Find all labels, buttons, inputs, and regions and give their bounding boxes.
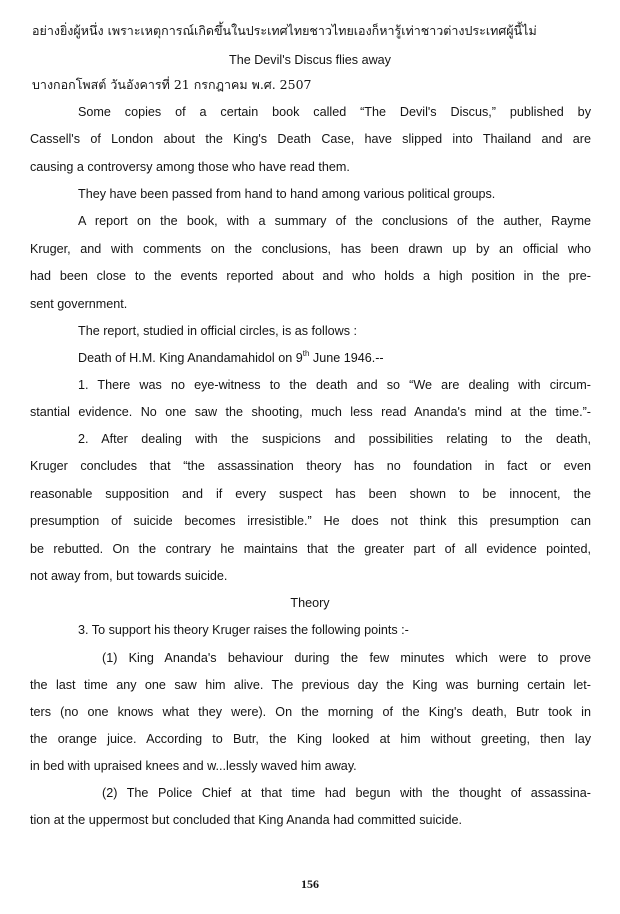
body-line: stantial evidence. No one saw the shooting, much less read Ananda's mind at the time.”-	[30, 405, 591, 419]
section-heading: Theory	[290, 596, 330, 610]
death-date-line	[78, 350, 384, 366]
body-line: They have been passed from hand to hand among various political groups.	[78, 187, 496, 201]
body-line: (2) The Police Chief at that time had begun with the thought of assassina-	[102, 786, 591, 800]
death-date-tail: June 1946.--	[309, 351, 384, 365]
body-line: not away from, but towards suicide.	[30, 569, 228, 583]
body-line: the last time any one saw him alive. The previous day the King was burning certain let-	[30, 678, 591, 692]
body-line: the orange juice. According to Butr, the King looked at him without greeting, then lay	[30, 732, 591, 746]
body-line: Cassell's of London about the King's Death Case, have slipped into Thailand and are	[30, 132, 591, 146]
body-line: The report, studied in official circles, is as follows :	[78, 324, 358, 338]
body-line: ters (no one knows what they were). On the morning of the King's death, Butr took in	[30, 705, 591, 719]
body-line: Kruger, and with comments on the conclusions, has been drawn up by an official who	[30, 242, 591, 256]
body-line: Some copies of a certain book called “The Devil's Discus,” published by	[78, 105, 591, 119]
body-line: reasonable supposition and if every suspect has been shown to be innocent, the	[30, 487, 591, 501]
thai-header-line: อย่างยิ่งผู้หนึ่ง เพราะเหตุการณ์เกิดขึ้นในประเทศไทยชาวไทยเองก็หารู้เท่าชาวต่างประเทศผู้นี้ไม่	[32, 23, 537, 38]
body-line: in bed with upraised knees and w...lessly waved him away.	[30, 759, 357, 773]
body-line: had been close to the events reported about and who holds a high position in the pre-	[30, 269, 591, 283]
body-line: Kruger concludes that “the assassination theory has no foundation in fact or even	[30, 459, 591, 473]
body-line: sent government.	[30, 297, 128, 311]
body-line: A report on the book, with a summary of the conclusions of the auther, Rayme	[78, 214, 591, 228]
ordinal-suffix: th	[302, 348, 310, 358]
body-line: 1. There was no eye-witness to the death and so “We are dealing with circum-	[78, 378, 591, 392]
dateline: บางกอกโพสต์ วันอังคารที่ 21 กรกฎาคม พ.ศ. 2507	[32, 77, 312, 92]
body-line: tion at the uppermost but concluded that King Ananda had committed suicide.	[30, 813, 462, 827]
body-line: (1) King Ananda's behaviour during the few minutes which were to prove	[102, 651, 591, 665]
body-line: causing a controversy among those who have read them.	[30, 160, 350, 174]
body-line: be rebutted. On the contrary he maintains that the greater part of all evidence pointed,	[30, 542, 591, 556]
page-number: 156	[301, 877, 319, 891]
death-date-text: Death of H.M. King Anandamahidol on 9	[78, 351, 303, 365]
body-line: 2. After dealing with the suspicions and possibilities relating to the death,	[78, 432, 591, 446]
headline: The Devil's Discus flies away	[229, 53, 391, 67]
body-line: 3. To support his theory Kruger raises the following points :-	[78, 623, 409, 637]
body-line: presumption of suicide becomes irresistible.” He does not think this presumption can	[30, 514, 591, 528]
